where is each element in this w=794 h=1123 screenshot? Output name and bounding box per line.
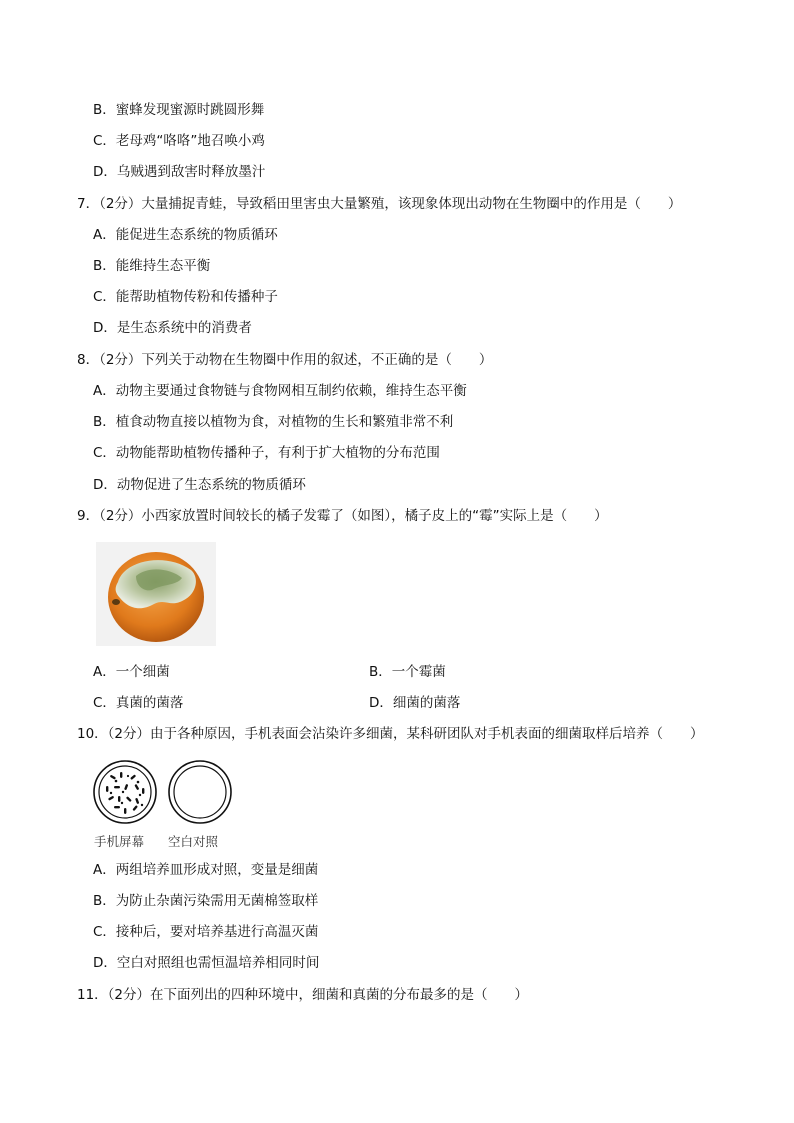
q8-option-d: D．动物促进了生态系统的物质循环 — [93, 477, 306, 493]
q8-option-c: C．动物能帮助植物传播种子，有利于扩大植物的分布范围 — [93, 445, 440, 461]
petri-dish-figure — [92, 756, 242, 852]
phone-screen-label: 手机屏幕 — [94, 835, 145, 849]
q10-option-b: B．为防止杂菌污染需用无菌棉签取样 — [93, 893, 319, 909]
blank-control-dish — [169, 761, 231, 823]
q9-stem: 9．（2分）小西家放置时间较长的橘子发霉了（如图），橘子皮上的“霉”实际上是（ ） — [77, 508, 608, 524]
q10-option-a: A．两组培养皿形成对照，变量是细菌 — [93, 862, 319, 878]
blank-control-label: 空白对照 — [168, 835, 219, 849]
q6-option-b: B．蜜蜂发现蜜源时跳圆形舞 — [93, 102, 265, 118]
q6-option-c: C．老母鸡“咯咯”地召唤小鸡 — [93, 133, 265, 149]
q9-option-d: D．细菌的菌落 — [369, 695, 461, 711]
q7-option-d: D．是生态系统中的消费者 — [93, 320, 252, 336]
q7-option-c: C．能帮助植物传粉和传播种子 — [93, 289, 278, 305]
q9-option-c: C．真菌的菌落 — [93, 695, 184, 711]
q11-stem: 11．（2分）在下面列出的四种环境中，细菌和真菌的分布最多的是（ ） — [77, 987, 529, 1003]
q7-option-a: A．能促进生态系统的物质循环 — [93, 227, 278, 243]
q8-option-b: B．植食动物直接以植物为食，对植物的生长和繁殖非常不利 — [93, 414, 454, 430]
q9-option-a: A．一个细菌 — [93, 664, 170, 680]
q10-option-d: D．空白对照组也需恒温培养相同时间 — [93, 955, 320, 971]
q8-option-a: A．动物主要通过食物链与食物网相互制约依赖，维持生态平衡 — [93, 383, 467, 399]
moldy-orange-image — [96, 542, 216, 646]
q8-stem: 8．（2分）下列关于动物在生物圈中作用的叙述，不正确的是（ ） — [77, 352, 493, 368]
q7-stem: 7．（2分）大量捕捉青蛙，导致稻田里害虫大量繁殖，该现象体现出动物在生物圈中的作用是（ ） — [77, 196, 682, 212]
q7-option-b: B．能维持生态平衡 — [93, 258, 211, 274]
phone-screen-dish — [94, 761, 156, 823]
q6-option-d: D．乌贼遇到敌害时释放墨汁 — [93, 164, 266, 180]
q10-option-c: C．接种后，要对培养基进行高温灭菌 — [93, 924, 319, 940]
q10-stem: 10．（2分）由于各种原因，手机表面会沾染许多细菌，某科研团队对手机表面的细菌取样后培养（ ） — [77, 726, 704, 742]
q9-option-b: B．一个霉菌 — [369, 664, 446, 680]
